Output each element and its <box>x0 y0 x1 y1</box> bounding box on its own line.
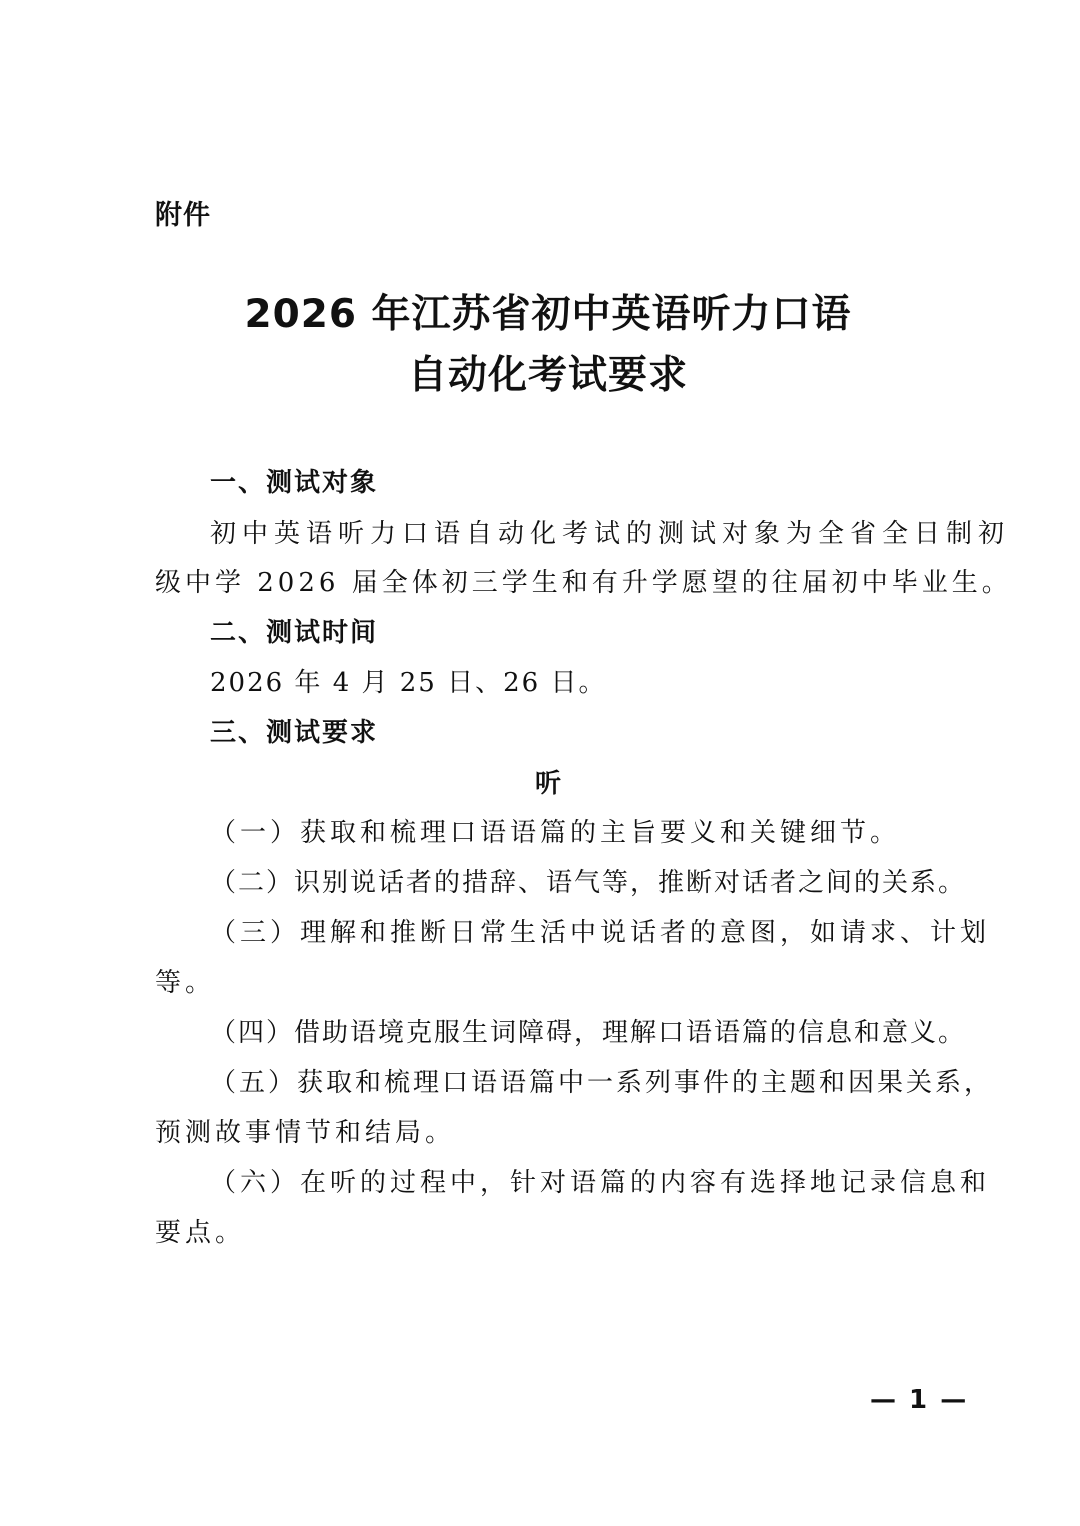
requirement-item-3-line1: （三）理解和推断日常生活中说话者的意图，如请求、计划 <box>210 918 991 948</box>
section2-text-line1: 2026 年 4 月 25 日、26 日。 <box>210 668 607 698</box>
page-number: — 1 — <box>870 1385 969 1415</box>
sub-heading-listening: 听 <box>534 769 561 799</box>
requirement-item-6-line1: （六）在听的过程中，针对语篇的内容有选择地记录信息和 <box>210 1168 991 1198</box>
requirement-item-4: （四）借助语境克服生词障碍，理解口语语篇的信息和意义。 <box>210 1018 967 1048</box>
document-title-line1: 2026 年江苏省初中英语听力口语 <box>244 292 852 337</box>
requirement-item-3-line2: 等。 <box>155 968 216 998</box>
requirement-item-6-line2: 要点。 <box>155 1218 246 1248</box>
requirement-item-5-line2: 预测故事情节和结局。 <box>155 1118 456 1148</box>
section-heading-test-time: 二、测试时间 <box>210 618 379 648</box>
attachment-label: 附件 <box>155 200 211 231</box>
requirement-item-1: （一）获取和梳理口语语篇的主旨要义和关键细节。 <box>210 818 901 848</box>
requirement-item-5-line1: （五）获取和梳理口语语篇中一系列事件的主题和因果关系， <box>210 1068 994 1098</box>
section-heading-test-requirements: 三、测试要求 <box>210 718 379 748</box>
section1-text-line2: 级中学 2026 届全体初三学生和有升学愿望的往届初中毕业生。 <box>155 568 1012 598</box>
requirement-item-2: （二）识别说话者的措辞、语气等，推断对话者之间的关系。 <box>210 868 967 898</box>
document-title-line2: 自动化考试要求 <box>407 353 688 398</box>
section1-text-line1: 初中英语听力口语自动化考试的测试对象为全省全日制初 <box>210 519 1011 549</box>
section-heading-test-subjects: 一、测试对象 <box>210 468 379 498</box>
